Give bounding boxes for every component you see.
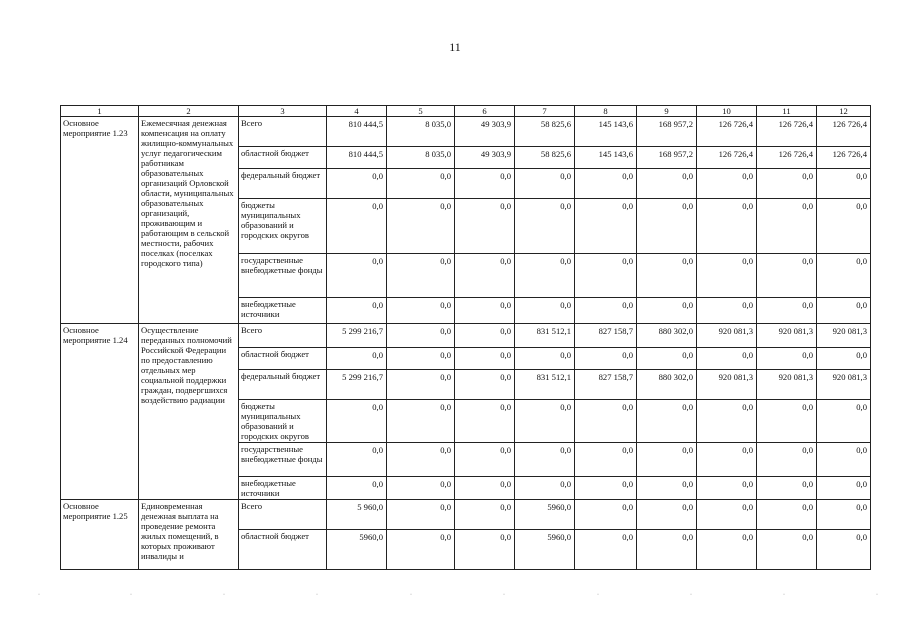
amount-cell: 880 302,0 bbox=[637, 324, 697, 348]
amount-cell: 0,0 bbox=[697, 443, 757, 477]
scan-dot: · bbox=[38, 592, 40, 598]
scan-dot: · bbox=[690, 592, 692, 598]
funding-source: бюджеты муниципальных образований и городских округов bbox=[239, 400, 327, 443]
amount-cell: 0,0 bbox=[817, 530, 871, 570]
funding-source: областной бюджет bbox=[239, 348, 327, 370]
column-number: 6 bbox=[455, 106, 515, 117]
amount-cell: 0,0 bbox=[515, 477, 575, 500]
amount-cell: 5960,0 bbox=[515, 500, 575, 530]
amount-cell: 8 035,0 bbox=[387, 147, 455, 169]
amount-cell: 0,0 bbox=[757, 500, 817, 530]
funding-source: бюджеты муниципальных образований и городских округов bbox=[239, 199, 327, 254]
amount-cell: 0,0 bbox=[387, 254, 455, 298]
amount-cell: 0,0 bbox=[637, 199, 697, 254]
amount-cell: 0,0 bbox=[327, 477, 387, 500]
column-number: 7 bbox=[515, 106, 575, 117]
amount-cell: 0,0 bbox=[387, 348, 455, 370]
funding-source: областной бюджет bbox=[239, 147, 327, 169]
amount-cell: 0,0 bbox=[697, 400, 757, 443]
amount-cell: 0,0 bbox=[697, 199, 757, 254]
scan-dot: · bbox=[130, 592, 132, 598]
amount-cell: 0,0 bbox=[575, 443, 637, 477]
activity-description: Ежемесячная денежная компенсация на оплату жилищно-коммунальных услуг педагогическим работникам образовательных организаций Орловской области, муниципальных образовательных организаций, проживающим и работающим в сельской местности, рабочих поселках (поселках городского типа) bbox=[139, 117, 239, 324]
amount-cell: 0,0 bbox=[575, 530, 637, 570]
scan-dot: · bbox=[783, 592, 785, 598]
amount-cell: 126 726,4 bbox=[757, 147, 817, 169]
amount-cell: 0,0 bbox=[697, 348, 757, 370]
amount-cell: 0,0 bbox=[637, 443, 697, 477]
amount-cell: 0,0 bbox=[575, 348, 637, 370]
amount-cell: 0,0 bbox=[515, 298, 575, 324]
amount-cell: 0,0 bbox=[817, 500, 871, 530]
amount-cell: 126 726,4 bbox=[697, 117, 757, 147]
amount-cell: 0,0 bbox=[575, 199, 637, 254]
amount-cell: 0,0 bbox=[327, 443, 387, 477]
amount-cell: 0,0 bbox=[387, 199, 455, 254]
amount-cell: 0,0 bbox=[515, 254, 575, 298]
amount-cell: 0,0 bbox=[697, 477, 757, 500]
amount-cell: 0,0 bbox=[575, 169, 637, 199]
scan-dot: · bbox=[223, 592, 225, 598]
amount-cell: 0,0 bbox=[817, 298, 871, 324]
amount-cell: 0,0 bbox=[575, 298, 637, 324]
amount-cell: 0,0 bbox=[515, 400, 575, 443]
amount-cell: 145 143,6 bbox=[575, 147, 637, 169]
funding-source: Всего bbox=[239, 324, 327, 348]
amount-cell: 0,0 bbox=[515, 199, 575, 254]
amount-cell: 0,0 bbox=[387, 477, 455, 500]
amount-cell: 920 081,3 bbox=[817, 324, 871, 348]
amount-cell: 0,0 bbox=[515, 348, 575, 370]
amount-cell: 0,0 bbox=[817, 477, 871, 500]
column-number: 1 bbox=[61, 106, 139, 117]
table-row bbox=[61, 500, 871, 530]
amount-cell: 5 299 216,7 bbox=[327, 324, 387, 348]
amount-cell: 0,0 bbox=[387, 443, 455, 477]
amount-cell: 831 512,1 bbox=[515, 324, 575, 348]
amount-cell: 0,0 bbox=[817, 169, 871, 199]
amount-cell: 920 081,3 bbox=[757, 324, 817, 348]
amount-cell: 0,0 bbox=[757, 400, 817, 443]
amount-cell: 49 303,9 bbox=[455, 117, 515, 147]
amount-cell: 0,0 bbox=[757, 443, 817, 477]
amount-cell: 0,0 bbox=[817, 348, 871, 370]
amount-cell: 827 158,7 bbox=[575, 370, 637, 400]
column-number: 4 bbox=[327, 106, 387, 117]
amount-cell: 0,0 bbox=[637, 298, 697, 324]
amount-cell: 0,0 bbox=[387, 370, 455, 400]
funding-source: государственные внебюджетные фонды bbox=[239, 443, 327, 477]
amount-cell: 0,0 bbox=[327, 400, 387, 443]
amount-cell: 126 726,4 bbox=[817, 147, 871, 169]
amount-cell: 0,0 bbox=[515, 443, 575, 477]
funding-source: федеральный бюджет bbox=[239, 370, 327, 400]
column-number: 9 bbox=[637, 106, 697, 117]
table-row bbox=[61, 324, 871, 348]
amount-cell: 0,0 bbox=[455, 443, 515, 477]
column-number: 8 bbox=[575, 106, 637, 117]
amount-cell: 0,0 bbox=[817, 400, 871, 443]
amount-cell: 0,0 bbox=[387, 500, 455, 530]
funding-source: внебюджетные источники bbox=[239, 298, 327, 324]
amount-cell: 5 299 216,7 bbox=[327, 370, 387, 400]
amount-cell: 58 825,6 bbox=[515, 117, 575, 147]
amount-cell: 0,0 bbox=[455, 370, 515, 400]
amount-cell: 0,0 bbox=[455, 254, 515, 298]
amount-cell: 0,0 bbox=[757, 348, 817, 370]
amount-cell: 0,0 bbox=[637, 477, 697, 500]
amount-cell: 58 825,6 bbox=[515, 147, 575, 169]
amount-cell: 0,0 bbox=[387, 169, 455, 199]
amount-cell: 0,0 bbox=[455, 298, 515, 324]
amount-cell: 168 957,2 bbox=[637, 147, 697, 169]
amount-cell: 145 143,6 bbox=[575, 117, 637, 147]
amount-cell: 0,0 bbox=[697, 530, 757, 570]
activity-description: Единовременная денежная выплата на проведение ремонта жилых помещений, в которых проживают инвалиды и bbox=[139, 500, 239, 570]
funding-source: государственные внебюджетные фонды bbox=[239, 254, 327, 298]
amount-cell: 0,0 bbox=[817, 443, 871, 477]
amount-cell: 0,0 bbox=[575, 477, 637, 500]
column-number: 5 bbox=[387, 106, 455, 117]
amount-cell: 0,0 bbox=[327, 169, 387, 199]
amount-cell: 168 957,2 bbox=[637, 117, 697, 147]
column-number: 3 bbox=[239, 106, 327, 117]
activity-name: Основное мероприятие 1.25 bbox=[61, 500, 139, 570]
amount-cell: 810 444,5 bbox=[327, 117, 387, 147]
column-number: 12 bbox=[817, 106, 871, 117]
amount-cell: 0,0 bbox=[327, 348, 387, 370]
amount-cell: 920 081,3 bbox=[697, 370, 757, 400]
amount-cell: 0,0 bbox=[637, 348, 697, 370]
amount-cell: 0,0 bbox=[637, 500, 697, 530]
amount-cell: 0,0 bbox=[515, 169, 575, 199]
amount-cell: 0,0 bbox=[757, 254, 817, 298]
amount-cell: 831 512,1 bbox=[515, 370, 575, 400]
amount-cell: 827 158,7 bbox=[575, 324, 637, 348]
amount-cell: 0,0 bbox=[387, 530, 455, 570]
amount-cell: 0,0 bbox=[575, 254, 637, 298]
amount-cell: 0,0 bbox=[757, 530, 817, 570]
amount-cell: 920 081,3 bbox=[757, 370, 817, 400]
column-number: 11 bbox=[757, 106, 817, 117]
scan-dot: · bbox=[876, 592, 878, 598]
amount-cell: 0,0 bbox=[327, 254, 387, 298]
amount-cell: 5 960,0 bbox=[327, 500, 387, 530]
amount-cell: 810 444,5 bbox=[327, 147, 387, 169]
scan-dot: · bbox=[503, 592, 505, 598]
amount-cell: 0,0 bbox=[387, 400, 455, 443]
amount-cell: 0,0 bbox=[817, 199, 871, 254]
amount-cell: 0,0 bbox=[455, 500, 515, 530]
header-row bbox=[61, 106, 871, 117]
amount-cell: 0,0 bbox=[455, 477, 515, 500]
amount-cell: 0,0 bbox=[637, 169, 697, 199]
amount-cell: 0,0 bbox=[757, 199, 817, 254]
amount-cell: 8 035,0 bbox=[387, 117, 455, 147]
page-number: 11 bbox=[449, 40, 461, 54]
budget-table bbox=[60, 105, 871, 570]
amount-cell: 880 302,0 bbox=[637, 370, 697, 400]
amount-cell: 0,0 bbox=[327, 199, 387, 254]
amount-cell: 0,0 bbox=[455, 199, 515, 254]
scan-dot: · bbox=[597, 592, 599, 598]
amount-cell: 0,0 bbox=[455, 530, 515, 570]
funding-source: областной бюджет bbox=[239, 530, 327, 570]
amount-cell: 0,0 bbox=[455, 400, 515, 443]
funding-source: Всего bbox=[239, 117, 327, 147]
amount-cell: 126 726,4 bbox=[757, 117, 817, 147]
amount-cell: 920 081,3 bbox=[697, 324, 757, 348]
amount-cell: 0,0 bbox=[817, 254, 871, 298]
amount-cell: 0,0 bbox=[637, 530, 697, 570]
activity-name: Основное мероприятие 1.24 bbox=[61, 324, 139, 500]
amount-cell: 0,0 bbox=[387, 324, 455, 348]
amount-cell: 0,0 bbox=[575, 400, 637, 443]
amount-cell: 0,0 bbox=[757, 298, 817, 324]
amount-cell: 0,0 bbox=[327, 298, 387, 324]
funding-source: Всего bbox=[239, 500, 327, 530]
activity-name: Основное мероприятие 1.23 bbox=[61, 117, 139, 324]
amount-cell: 126 726,4 bbox=[817, 117, 871, 147]
column-number: 10 bbox=[697, 106, 757, 117]
scan-dot: · bbox=[410, 592, 412, 598]
scan-artifact-dots bbox=[0, 592, 905, 598]
amount-cell: 0,0 bbox=[575, 500, 637, 530]
amount-cell: 0,0 bbox=[637, 400, 697, 443]
amount-cell: 0,0 bbox=[697, 298, 757, 324]
amount-cell: 126 726,4 bbox=[697, 147, 757, 169]
amount-cell: 0,0 bbox=[637, 254, 697, 298]
table-row bbox=[61, 117, 871, 147]
funding-source: внебюджетные источники bbox=[239, 477, 327, 500]
amount-cell: 49 303,9 bbox=[455, 147, 515, 169]
amount-cell: 0,0 bbox=[455, 324, 515, 348]
amount-cell: 0,0 bbox=[757, 477, 817, 500]
amount-cell: 0,0 bbox=[697, 169, 757, 199]
amount-cell: 5960,0 bbox=[515, 530, 575, 570]
amount-cell: 0,0 bbox=[697, 254, 757, 298]
scan-dot: · bbox=[316, 592, 318, 598]
amount-cell: 0,0 bbox=[697, 500, 757, 530]
funding-source: федеральный бюджет bbox=[239, 169, 327, 199]
amount-cell: 0,0 bbox=[757, 169, 817, 199]
amount-cell: 920 081,3 bbox=[817, 370, 871, 400]
amount-cell: 0,0 bbox=[455, 169, 515, 199]
amount-cell: 5960,0 bbox=[327, 530, 387, 570]
amount-cell: 0,0 bbox=[387, 298, 455, 324]
amount-cell: 0,0 bbox=[455, 348, 515, 370]
activity-description: Осуществление переданных полномочий Российской Федерации по предоставлению отдельных мер социальной поддержки граждан, подвергшихся воздействию радиации bbox=[139, 324, 239, 500]
column-number: 2 bbox=[139, 106, 239, 117]
